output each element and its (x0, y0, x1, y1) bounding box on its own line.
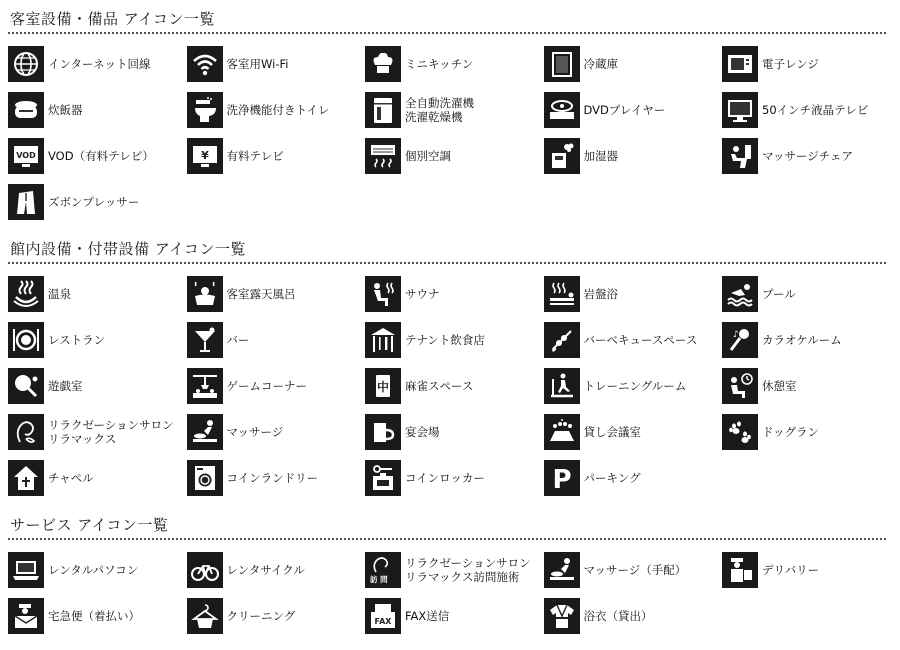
icon-list-item (365, 317, 544, 363)
icon-label: ズボンプレッサー (48, 195, 140, 209)
section-facilities (8, 238, 888, 501)
massage-icon (187, 414, 223, 450)
icon-label: テナント飲食店 (405, 333, 485, 347)
icon-label: 炊飯器 (48, 103, 83, 117)
icon-list-item (8, 87, 187, 133)
icon-label: 50インチ液晶テレビ (762, 103, 869, 117)
icon-label: ゲームコーナー (226, 379, 307, 393)
icon-label: DVDプレイヤー (583, 103, 666, 117)
icon-list-item (365, 87, 544, 133)
relaxation-salon-icon (8, 414, 44, 450)
section-services (8, 514, 888, 639)
coin-laundry-icon (187, 460, 223, 496)
washing-machine-icon (365, 92, 401, 128)
massage-arrange-icon (544, 552, 580, 588)
icon-list-item (8, 41, 187, 87)
icon-list-item (365, 593, 544, 639)
fax-icon (365, 598, 401, 634)
pool-icon (722, 276, 758, 312)
icon-list-item (187, 547, 366, 593)
ping-pong-icon (8, 368, 44, 404)
visiting-relaxation-icon (365, 552, 401, 588)
delivery-icon (722, 552, 758, 588)
icon-label: マッサージ (226, 425, 284, 439)
icon-label: ミニキッチン (405, 57, 474, 71)
section-title: 客室設備・備品 アイコン一覧 (10, 10, 215, 28)
icon-label: 宅急便（着払い） (48, 609, 140, 623)
icon-label: 浴衣（貸出） (583, 609, 653, 623)
icon-label: FAX送信 (405, 609, 450, 623)
icon-list-item (365, 271, 544, 317)
icon-list-item (365, 455, 544, 501)
icon-list-item (8, 363, 187, 409)
icon-list-item (722, 133, 900, 179)
crane-game-icon (187, 368, 223, 404)
icon-label: プール (762, 287, 796, 301)
icon-list-item (544, 133, 723, 179)
air-conditioner-icon (365, 138, 401, 174)
dotted-divider (8, 32, 886, 34)
icon-label: リラクゼーションサロン リラマックス訪問施術 (405, 556, 531, 584)
icon-list-item (544, 317, 723, 363)
laptop-icon (8, 552, 44, 588)
karaoke-icon (722, 322, 758, 358)
bidet-toilet-icon (187, 92, 223, 128)
rice-cooker-icon (8, 92, 44, 128)
icon-label: デリバリー (762, 563, 820, 577)
pay-tv-icon (187, 138, 223, 174)
icon-list-item (722, 87, 900, 133)
icon-list-item (722, 41, 900, 87)
cleaning-icon (187, 598, 223, 634)
icon-list-item (187, 409, 366, 455)
icon-label: 加湿器 (583, 149, 618, 163)
restaurant-icon (8, 322, 44, 358)
microwave-icon (722, 46, 758, 82)
icon-list-item (544, 455, 723, 501)
bbq-icon (544, 322, 580, 358)
icon-label: 岩盤浴 (583, 287, 618, 301)
icon-list-item (544, 593, 723, 639)
dog-run-icon (722, 414, 758, 450)
icon-label: パーキング (583, 471, 641, 485)
icon-label: コインロッカー (405, 471, 485, 485)
icon-list-item (8, 409, 187, 455)
icon-label: 有料テレビ (226, 149, 284, 163)
icon-list-item (8, 271, 187, 317)
section-room-equipment (8, 8, 888, 225)
icon-label: レンタルパソコン (48, 563, 139, 577)
icon-list-item (187, 363, 366, 409)
treadmill-icon (544, 368, 580, 404)
vod-icon (8, 138, 44, 174)
icon-label: レストラン (48, 333, 106, 347)
refrigerator-icon (544, 46, 580, 82)
bicycle-icon (187, 552, 223, 588)
icon-label: ドッグラン (762, 425, 820, 439)
parcel-delivery-icon (8, 598, 44, 634)
icon-label: マッサージ（手配） (583, 563, 687, 577)
svg-text:FAX: FAX (374, 617, 392, 626)
icon-label: サウナ (405, 287, 440, 301)
dotted-divider (8, 262, 886, 264)
icon-label: マッサージチェア (762, 149, 853, 163)
icon-label: クリーニング (226, 609, 296, 623)
icon-label: 休憩室 (762, 379, 797, 393)
icon-list-item (8, 593, 187, 639)
banquet-icon (365, 414, 401, 450)
icon-list-item (365, 363, 544, 409)
icon-label: チャペル (48, 471, 94, 485)
section-title: 館内設備・付帯設備 アイコン一覧 (10, 240, 246, 258)
svg-text:♪: ♪ (733, 330, 739, 340)
icon-list-item (365, 409, 544, 455)
icon-label: レンタサイクル (226, 563, 305, 577)
icon-list-item (722, 363, 900, 409)
icon-label: VOD（有料テレビ） (48, 149, 154, 163)
icon-label: 麻雀スペース (405, 379, 474, 393)
icon-list-item (544, 363, 723, 409)
icon-grid (8, 41, 888, 225)
tenant-restaurant-icon (365, 322, 401, 358)
tv-icon (722, 92, 758, 128)
icon-list-item (8, 547, 187, 593)
wifi-icon (187, 46, 223, 82)
icon-list-item (187, 41, 366, 87)
icon-list-item (8, 133, 187, 179)
icon-list-item (187, 271, 366, 317)
coin-locker-icon (365, 460, 401, 496)
trouser-press-icon (8, 184, 44, 220)
icon-list-item (722, 271, 900, 317)
icon-list-item (544, 87, 723, 133)
icon-list-item (187, 455, 366, 501)
icon-list-item (544, 409, 723, 455)
massage-chair-icon (722, 138, 758, 174)
icon-grid (8, 271, 888, 501)
icon-list-item (187, 133, 366, 179)
icon-label: 個別空調 (405, 149, 451, 163)
icon-list-item (365, 41, 544, 87)
icon-label: 全自動洗濯機 洗濯乾燥機 (405, 96, 474, 124)
icon-list-item (187, 593, 366, 639)
icon-label: 冷蔵庫 (583, 57, 618, 71)
conference-room-icon (544, 414, 580, 450)
icon-list-item (8, 317, 187, 363)
cocktail-icon (187, 322, 223, 358)
icon-list-item (8, 455, 187, 501)
svg-text:訪 問: 訪 問 (370, 575, 388, 584)
hot-spring-icon (8, 276, 44, 312)
icon-list-item (365, 547, 544, 593)
icon-label: 客室露天風呂 (226, 287, 296, 301)
icon-label: 遊戯室 (48, 379, 83, 393)
icon-list-item (722, 409, 900, 455)
rest-room-icon (722, 368, 758, 404)
bedrock-bath-icon (544, 276, 580, 312)
yukata-icon (544, 598, 580, 634)
dvd-player-icon (544, 92, 580, 128)
icon-label: バー (226, 333, 250, 347)
open-air-bath-icon (187, 276, 223, 312)
icon-label: リラクゼーションサロン リラマックス (48, 418, 174, 446)
icon-label: カラオケルーム (762, 333, 842, 347)
icon-label: 貸し会議室 (583, 425, 641, 439)
parking-icon (544, 460, 580, 496)
chef-hat-icon (365, 46, 401, 82)
section-title: サービス アイコン一覧 (10, 516, 169, 534)
svg-text:VOD: VOD (16, 151, 36, 160)
svg-text:P: P (551, 465, 572, 493)
icon-list-item (722, 547, 900, 593)
dotted-divider (8, 538, 886, 540)
icon-grid (8, 547, 888, 639)
chapel-icon (8, 460, 44, 496)
icon-list-item (722, 317, 900, 363)
svg-text:中: 中 (376, 380, 390, 394)
icon-list-item (187, 317, 366, 363)
icon-list-item (544, 41, 723, 87)
icon-label: 客室用Wi-Fi (226, 57, 289, 71)
icon-label: トレーニングルーム (583, 379, 687, 393)
icon-label: バーベキュースペース (583, 333, 698, 347)
globe-icon (8, 46, 44, 82)
icon-label: 温泉 (48, 287, 71, 301)
icon-list-item (544, 271, 723, 317)
svg-text:¥: ¥ (200, 149, 209, 162)
icon-label: 洗浄機能付きトイレ (226, 103, 330, 117)
icon-label: 電子レンジ (762, 57, 819, 71)
icon-list-item (8, 179, 187, 225)
icon-label: インターネット回線 (48, 57, 151, 71)
icon-list-item (544, 547, 723, 593)
icon-list-item (365, 133, 544, 179)
sauna-icon (365, 276, 401, 312)
icon-list-item (187, 87, 366, 133)
humidifier-icon (544, 138, 580, 174)
icon-label: コインランドリー (226, 471, 319, 485)
mahjong-icon (365, 368, 401, 404)
icon-label: 宴会場 (405, 425, 440, 439)
